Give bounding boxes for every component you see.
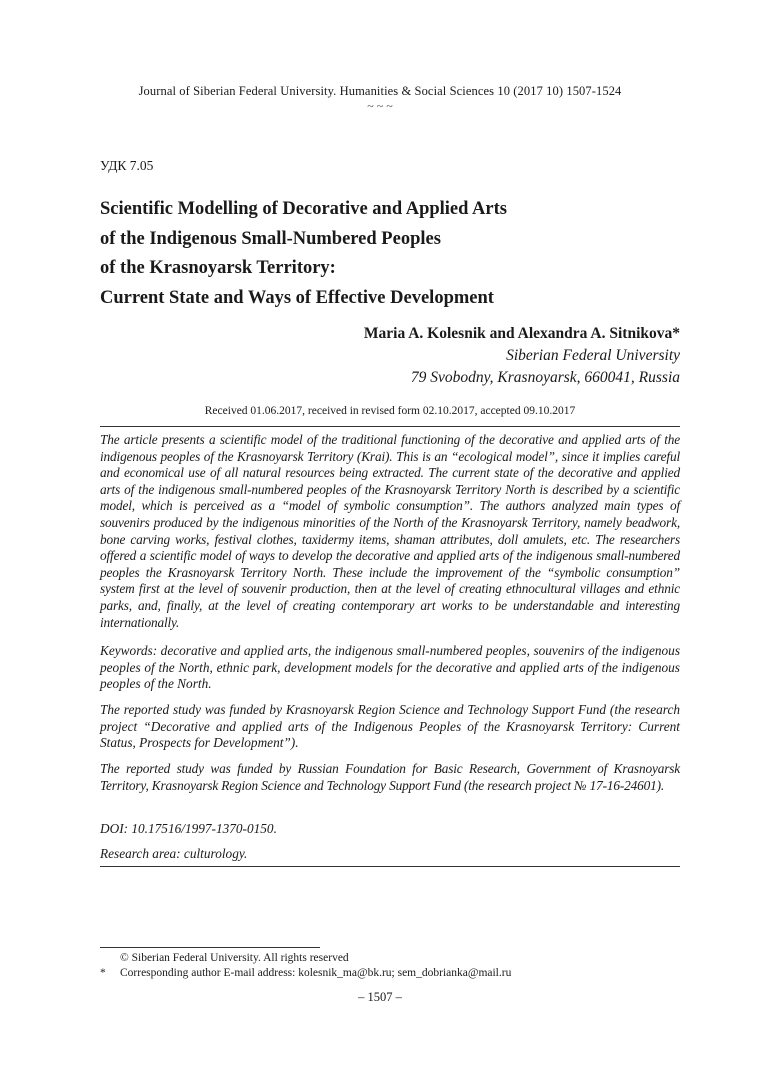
header-ornament: ~ ~ ~ <box>367 99 393 113</box>
footnote-mark: * <box>100 967 106 979</box>
title-line: Scientific Modelling of Decorative and Applied Arts <box>100 199 507 219</box>
footnote-copyright: © Siberian Federal University. All rights reserved <box>120 952 349 964</box>
doi: DOI: 10.17516/1997-1370-0150. <box>100 821 277 836</box>
title-line: Current State and Ways of Effective Development <box>100 287 494 308</box>
journal-header: Journal of Siberian Federal University. Humanities & Social Sciences 10 (2017 10) 1507-1524 <box>138 84 622 98</box>
top-divider <box>100 426 680 427</box>
title-line: of the Krasnoyarsk Territory: <box>100 258 336 278</box>
footnote-corresponding: Corresponding author E-mail address: kolesnik_ma@bk.ru; sem_dobrianka@mail.ru <box>120 967 512 979</box>
udk-code: УДК 7.05 <box>100 158 154 173</box>
research-area: Research area: culturology. <box>100 846 248 861</box>
page-number: – 1507 – <box>358 990 402 1004</box>
abstract: The article presents a scientific model of the traditional functioning of the decorative and applied arts of the indigenous peoples of the Krasnoyarsk Territory (Krai). This is an “ecological model”, since it implies careful and economical use of all natural resources being extracted. The current state of the decorative and applied arts of the indigenous small-numbered peoples of the Krasnoyarsk Territory North is described by a scientific model, which is perceived as a “model of symbolic consumption”. The authors analyzed main types of souvenirs produced by the indigenous minorities of the North of the Krasnoyarsk Territory, namely beadwork, bone carving works, festival clothes, taxidermy items, shaman attributes, doll amulets, etc. The researchers offered a scientific model of ways to develop the decorative and applied arts of the indigenous small-numbered peoples the Krasnoyarsk Territory North. These include the improvement of the “symbolic consumption” system first at the level of souvenir production, then at the level of creating ethnocultural villages and ethnic parks, and, finally, at the level of creating contemporary art works to be understandable and interesting internationally. <box>100 432 680 630</box>
title-line: of the Indigenous Small-Numbered Peoples <box>100 228 441 249</box>
authors: Maria A. Kolesnik and Alexandra A. Sitnikova* <box>363 325 680 342</box>
keywords: Keywords: decorative and applied arts, the indigenous small-numbered peoples, souvenirs of the indigenous peoples of the North, ethnic park, development models for the decorative and applied arts of the indigenous peoples of the North. <box>100 643 680 692</box>
footnote-divider <box>100 947 320 948</box>
received-dates: Received 01.06.2017, received in revised form 02.10.2017, accepted 09.10.2017 <box>204 405 576 417</box>
bottom-divider <box>100 866 680 867</box>
affiliation-address: 79 Svobodny, Krasnoyarsk, 660041, Russia <box>410 369 680 386</box>
affiliation-institution: Siberian Federal University <box>506 347 680 364</box>
article-title <box>100 195 660 313</box>
funding-note-2: The reported study was funded by Russian Foundation for Basic Research, Government of Krasnoyarsk Territory, Krasnoyarsk Region Science and Technology Support Fund (the research project № 17-16-24601). <box>100 761 680 793</box>
funding-note-1: The reported study was funded by Krasnoyarsk Region Science and Technology Support Fund (the research project “Decorative and applied arts of the Indigenous Peoples of the Krasnoyarsk Territory: Current Status, Prospects for Development”). <box>100 702 680 751</box>
